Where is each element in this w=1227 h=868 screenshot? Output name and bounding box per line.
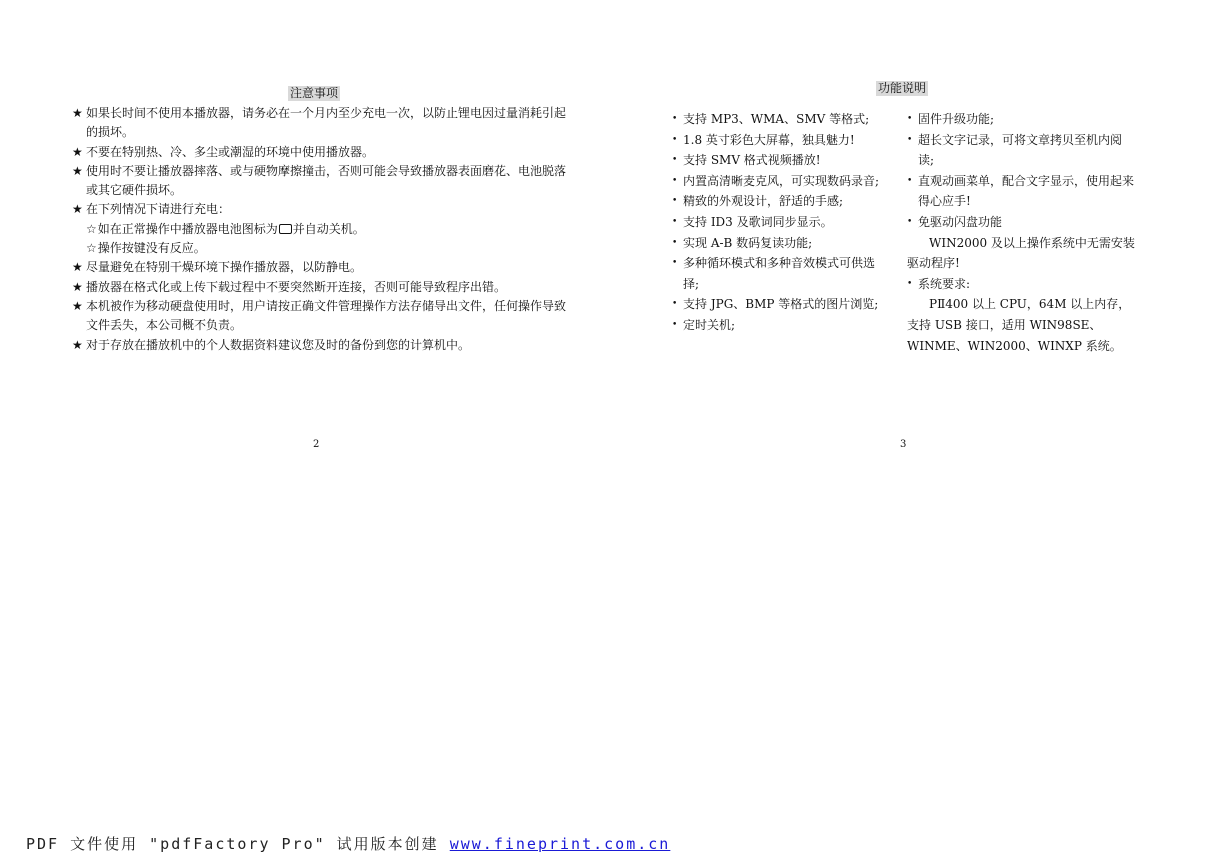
page-number-left: 2 <box>313 439 320 450</box>
list-item: ★ 尽量避免在特别干燥环境下操作播放器，以防静电。 <box>72 258 572 277</box>
right-page-title: 功能说明 <box>878 81 927 95</box>
features-list-right <box>907 109 1135 356</box>
list-item: ★ 不要在特别热、冷、多尘或潮湿的环境中使用播放器。 <box>72 143 572 162</box>
list-item: ★ 使用时不要让播放器摔落、或与硬物摩擦撞击，否则可能会导致播放器表面磨花、电池脱落或其它硬件损坏。 <box>72 162 572 201</box>
list-item <box>72 220 572 239</box>
features-list-left <box>672 109 887 336</box>
list-item: • 1.8 英寸彩色大屏幕，独具魅力! <box>672 130 887 151</box>
list-item <box>72 239 572 258</box>
list-item: • 定时关机; <box>672 315 887 336</box>
sub-item-text: 操作按键没有反应。 <box>97 241 206 256</box>
list-item: PⅡ400 以上 CPU，64M 以上内存，支持 USB 接口，适用 WIN98SE、WINME、WIN2000、WINXP 系统。 <box>907 297 1131 353</box>
list-item: • 内置高清晰麦克风，可实现数码录音; <box>672 171 887 192</box>
list-item: • 固件升级功能; <box>907 109 1135 130</box>
sub-item-text: 并自动关机。 <box>292 221 365 236</box>
list-item: • 支持 SMV 格式视频播放! <box>672 150 887 171</box>
page-number-right: 3 <box>900 439 907 450</box>
list-item: • 超长文字记录，可将文章拷贝至机内阅读; <box>907 130 1135 171</box>
battery-icon <box>279 224 292 234</box>
list-item: • 直观动画菜单，配合文字显示，使用起来得心应手! <box>907 171 1135 212</box>
list-item: ★ 播放器在格式化或上传下载过程中不要突然断开连接，否则可能导致程序出错。 <box>72 278 572 297</box>
list-item: • 免驱动闪盘功能 <box>907 212 1135 233</box>
list-item: • 支持 ID3 及歌词同步显示。 <box>672 212 887 233</box>
list-item: • 精致的外观设计，舒适的手感; <box>672 191 887 212</box>
pdf-footer <box>26 833 670 854</box>
list-item: • 实现 A-B 数码复读功能; <box>672 233 887 254</box>
list-item: ★ 如果长时间不使用本播放器，请务必在一个月内至少充电一次，以防止锂电因过量消耗引起的损坏。 <box>72 104 572 143</box>
list-item: ★ 本机被作为移动硬盘使用时，用户请按正确文件管理操作方法存储导出文件，任何操作导致文件丢失，本公司概不负责。 <box>72 297 572 336</box>
list-item: ★ 对于存放在播放机中的个人数据资料建议您及时的备份到您的计算机中。 <box>72 336 572 355</box>
footer-text: PDF 文件使用 "pdfFactory Pro" 试用版本创建 <box>26 835 450 853</box>
list-item: WIN2000 及以上操作系统中无需安装驱动程序! <box>907 235 1135 271</box>
list-item: • 多种循环模式和多种音效模式可供选择; <box>672 253 887 294</box>
list-item: • 系统要求: <box>907 274 1135 295</box>
list-item: • 支持 MP3、WMA、SMV 等格式; <box>672 109 887 130</box>
fineprint-link[interactable]: www.fineprint.com.cn <box>449 835 671 853</box>
left-page-title: 注意事项 <box>290 86 339 100</box>
precautions-list <box>72 104 572 355</box>
list-item: ★ 在下列情况下请进行充电： <box>72 200 572 219</box>
sub-item-text: 如在正常操作中播放器电池图标为 <box>97 221 278 236</box>
list-item: • 支持 JPG、BMP 等格式的图片浏览; <box>672 294 887 315</box>
hollow-star-icon: ☆ <box>86 221 97 236</box>
hollow-star-icon: ☆ <box>86 241 97 256</box>
